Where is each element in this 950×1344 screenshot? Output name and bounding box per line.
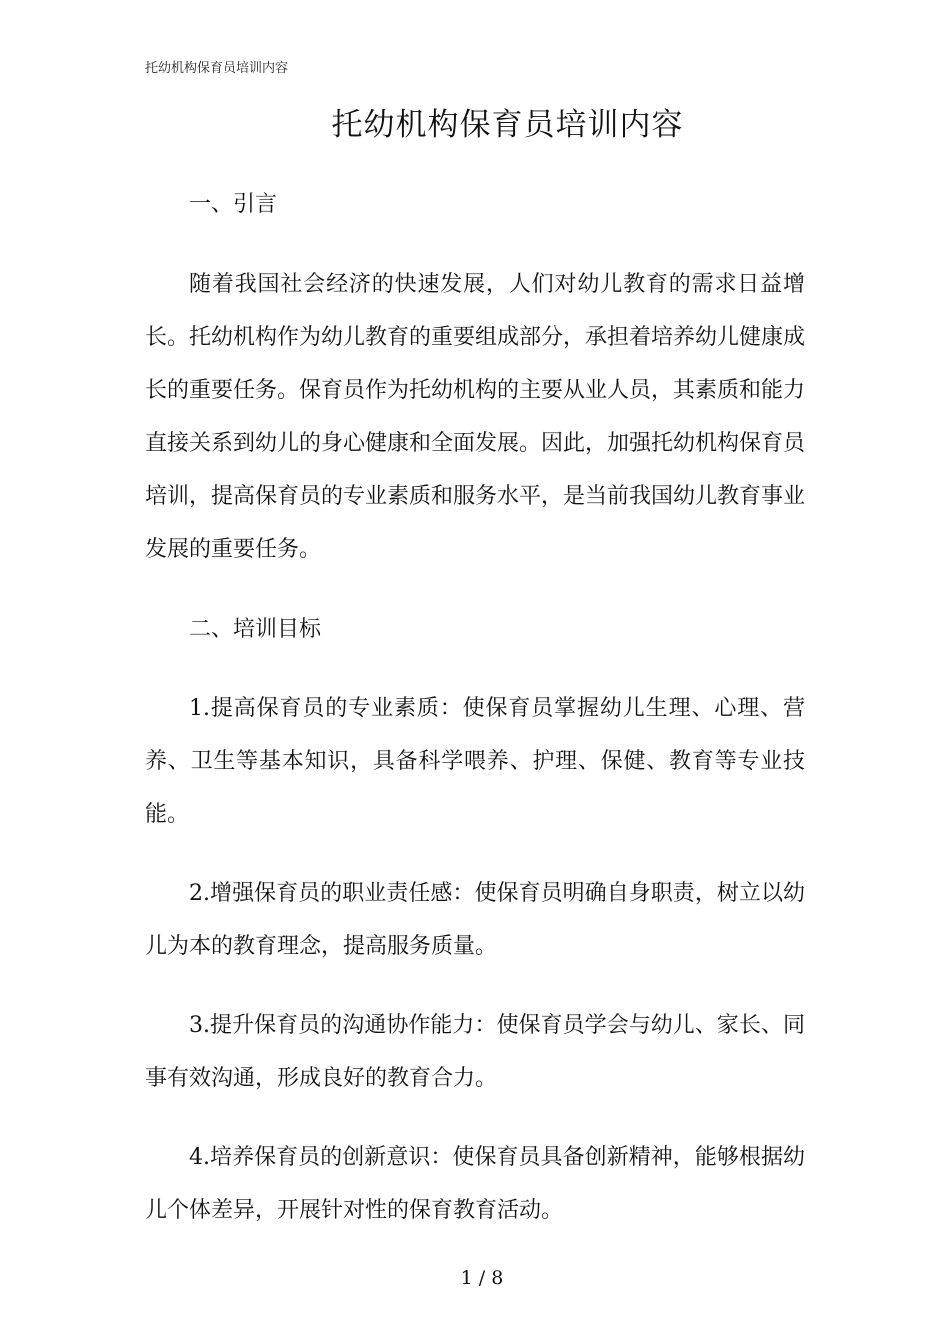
running-header: 托幼机构保育员培训内容 <box>145 61 289 76</box>
list-item-goal-4: 4.培养保育员的创新意识：使保育员具备创新精神，能够根据幼儿个体差异，开展针对性的保育教育活动。 <box>145 1145 805 1223</box>
spacer <box>145 841 805 867</box>
page-number: 1 / 8 <box>460 1267 504 1289</box>
section-heading-training-goals: 二、培训目标 <box>189 617 322 642</box>
spacer <box>145 973 805 999</box>
spacer <box>145 231 805 258</box>
list-item-goal-2: 2.增强保育员的职业责任感：使保育员明确自身职责，树立以幼儿为本的教育理念，提高服务质量。 <box>145 881 805 959</box>
document-title: 托幼机构保育员培训内容 <box>331 107 684 143</box>
list-item-goal-3: 3.提升保育员的沟通协作能力：使保育员学会与幼儿、家长、同事有效沟通，形成良好的教育合力。 <box>145 1013 805 1091</box>
document-body <box>145 178 805 1237</box>
spacer <box>145 1105 805 1131</box>
spacer <box>145 576 805 603</box>
list-item-goal-1: 1.提高保育员的专业素质：使保育员掌握幼儿生理、心理、营养、卫生等基本知识，具备科学喂养、护理、保健、教育等专业技能。 <box>145 696 805 827</box>
spacer <box>145 656 805 682</box>
section-heading-introduction: 一、引言 <box>189 192 278 217</box>
paragraph-introduction: 随着我国社会经济的快速发展，人们对幼儿教育的需求日益增长。托幼机构作为幼儿教育的重要组成部分，承担着培养幼儿健康成长的重要任务。保育员作为托幼机构的主要从业人员，其素质和能力直接关系到幼儿的身心健康和全面发展。因此，加强托幼机构保育员培训，提高保育员的专业素质和服务水平，是当前我国幼儿教育事业发展的重要任务。 <box>145 272 806 562</box>
